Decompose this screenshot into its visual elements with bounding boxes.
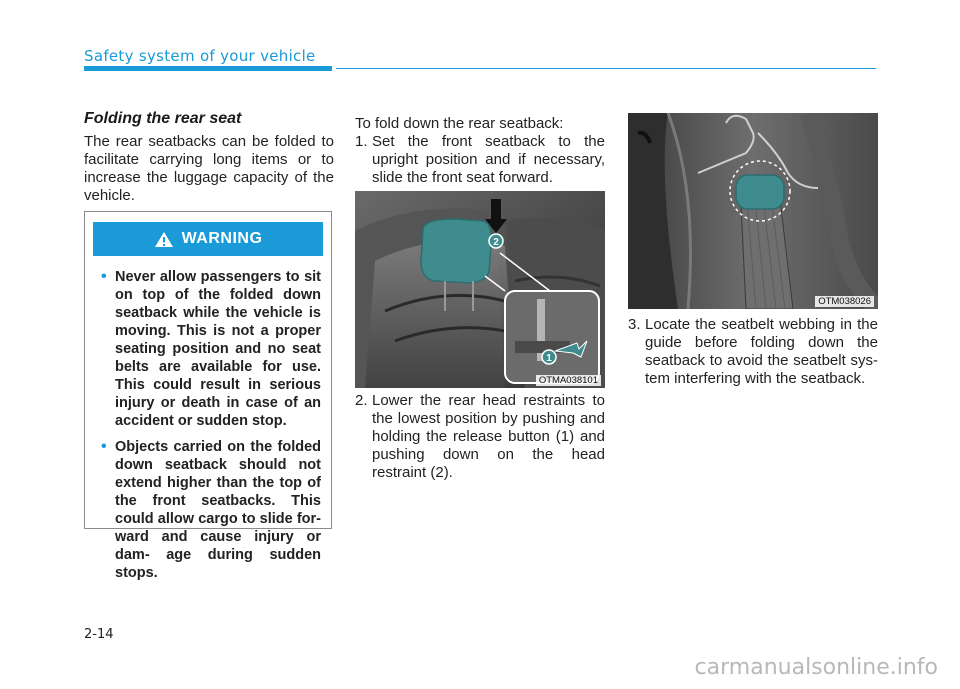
step-text: Set the front seatback to the upright position and if necessary, slide the front seat forward. bbox=[372, 133, 605, 186]
step-number: 3. bbox=[628, 316, 641, 333]
callout-1: 1 bbox=[546, 353, 552, 364]
seatbelt-guide-illustration bbox=[628, 113, 878, 309]
step-text: Locate the seatbelt webbing in the guide before folding down the seatback to avoid the seatbelt sys- tem interfering with the seatback. bbox=[645, 316, 878, 387]
warning-triangle-icon bbox=[154, 231, 174, 248]
figure-code: OTM038026 bbox=[815, 296, 874, 307]
figure-seatbelt-guide bbox=[628, 113, 878, 309]
step-number: 2. bbox=[355, 392, 368, 409]
figure-code: OTMA038101 bbox=[536, 375, 601, 386]
section-title: Safety system of your vehicle bbox=[84, 47, 316, 65]
page-number: 2-14 bbox=[84, 627, 114, 642]
figure-head-restraint bbox=[355, 191, 605, 388]
callout-2: 2 bbox=[493, 237, 499, 248]
head-restraint-illustration bbox=[355, 191, 605, 388]
warning-item: • Never allow passengers to sit on top of the folded down seatback while the vehicle is moving. This is not a proper seating position and no seat belts are available for use. This could result in serious injury or death in case of an accident or sudden stop. bbox=[103, 268, 321, 430]
warning-item: • Objects carried on the folded down seatback should not extend higher than the top of the front seatbacks. This could allow cargo to slide for- ward and cause injury or dam- age during sudden stops. bbox=[103, 438, 321, 582]
step-2 bbox=[355, 392, 605, 482]
warning-title: WARNING bbox=[181, 230, 263, 247]
intro-paragraph: The rear seatbacks can be folded to facilitate carrying long items or to increase the luggage capacity of the vehicle. bbox=[84, 133, 334, 204]
warning-list bbox=[103, 268, 321, 582]
step-text: Lower the rear head restraints to the lowest position by pushing and holding the release button (1) and pushing down on the head restraint (2). bbox=[372, 392, 605, 481]
step-3 bbox=[628, 316, 878, 388]
header-rule-thick bbox=[84, 66, 332, 71]
step-1 bbox=[355, 133, 605, 187]
steps-intro: To fold down the rear seatback: bbox=[355, 115, 564, 132]
warning-box bbox=[84, 211, 332, 581]
page-heading: Folding the rear seat bbox=[84, 110, 242, 127]
watermark: carmanualsonline.info bbox=[694, 655, 938, 680]
step-number: 1. bbox=[355, 133, 368, 150]
header-rule-thin bbox=[336, 68, 876, 69]
warning-header bbox=[93, 222, 323, 256]
